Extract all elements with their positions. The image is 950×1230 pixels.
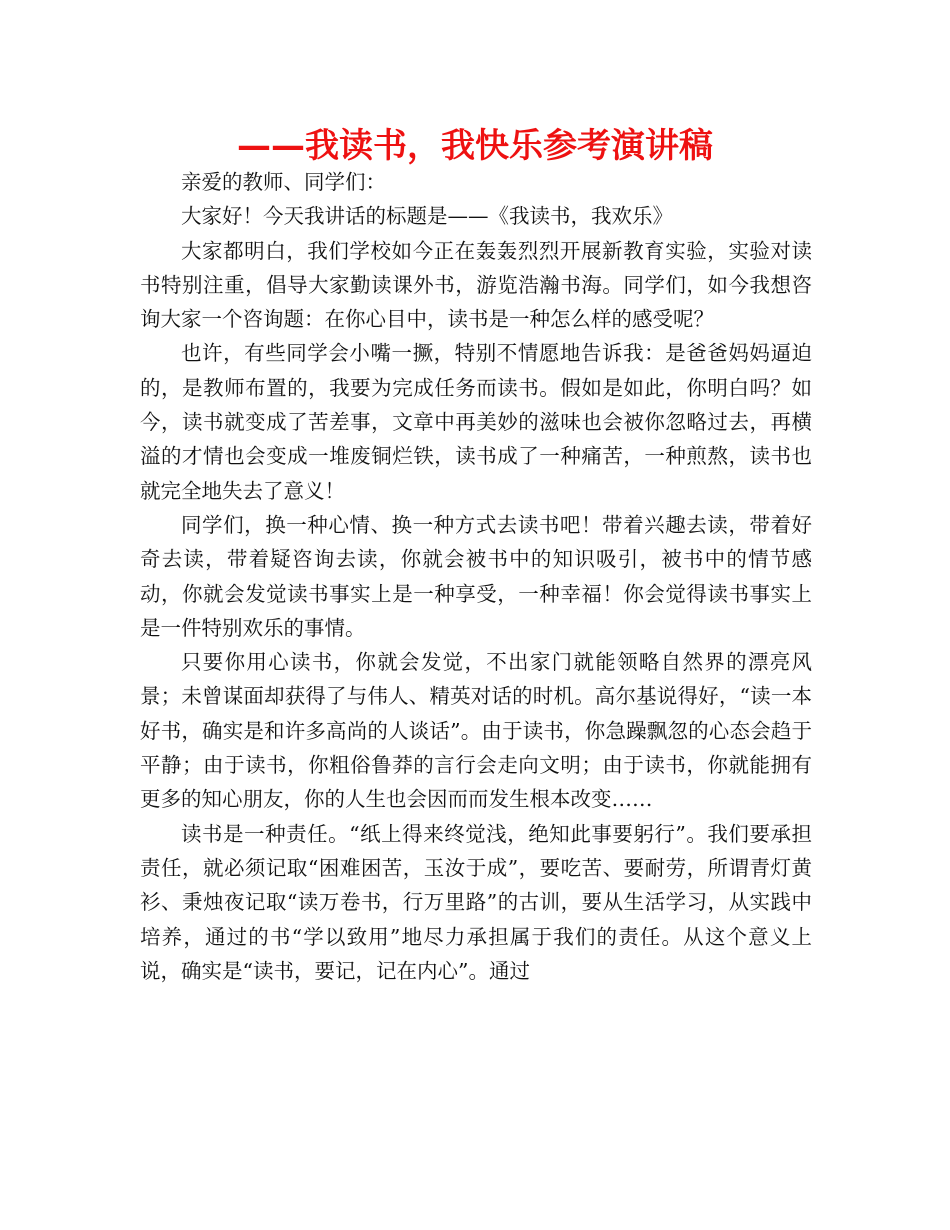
- body-paragraph: 大家都明白，我们学校如今正在轰轰烈烈开展新教育实验，实验对读书特别注重，倡导大家勤读课外书，游览浩瀚书海。同学们，如今我想咨询大家一个咨询题：在你心目中，读书是一种怎么样的感受呢？: [140, 238, 812, 332]
- body-paragraph: 只要你用心读书，你就会发觉，不出家门就能领略自然界的漂亮风景；未曾谋面却获得了与伟人、精英对话的时机。高尔基说得好，“读一本好书，确实是和许多高尚的人谈话”。由于读书，你急躁飘忽的心态会趋于平静；由于读书，你粗俗鲁莽的言行会走向文明；由于读书，你就能拥有更多的知心朋友，你的人生也会因而而发生根本改变……: [140, 650, 812, 812]
- salutation-paragraph: 亲爱的教师、同学们：: [181, 170, 386, 194]
- document-title: ——我读书，我快乐参考演讲稿: [237, 126, 713, 166]
- body-paragraph: 读书是一种责任。“纸上得来终觉浅，绝知此事要躬行”。我们要承担责任，就必须记取“困难困苦，玉汝于成”，要吃苦、要耐劳，所谓青灯黄衫、秉烛夜记取“读万卷书，行万里路”的古训，要从生活学习，从实践中培养，通过的书“学以致用”地尽力承担属于我们的责任。从这个意义上说，确实是“读书，要记，记在内心”。通过: [140, 821, 812, 983]
- body-paragraph: 同学们，换一种心情、换一种方式去读书吧！带着兴趣去读，带着好奇去读，带着疑咨询去读，你就会被书中的知识吸引，被书中的情节感动，你就会发觉读书事实上是一种享受，一种幸福！你会觉得读书事实上是一件特别欢乐的事情。: [140, 512, 812, 640]
- greeting-paragraph: 大家好！今天我讲话的标题是——《我读书，我欢乐》: [181, 204, 673, 229]
- body-paragraph: 也许，有些同学会小嘴一撅，特别不情愿地告诉我：是爸爸妈妈逼迫的，是教师布置的，我要为完成任务而读书。假如是如此，你明白吗？如今，读书就变成了苦差事，文章中再美妙的滋味也会被你忽略过去，再横溢的才情也会变成一堆废铜烂铁，读书成了一种痛苦，一种煎熬，读书也就完全地失去了意义！: [140, 341, 812, 503]
- document-body: [140, 165, 812, 988]
